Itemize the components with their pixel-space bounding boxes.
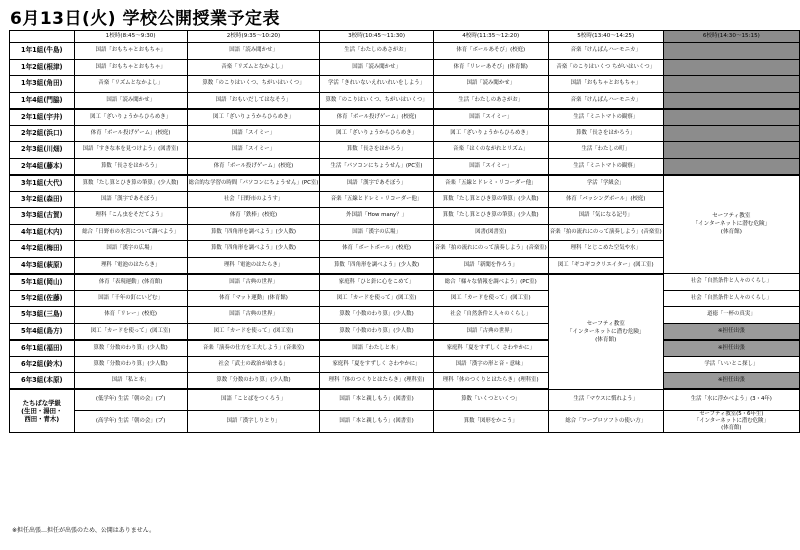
lesson-cell: 国語「読み聞かせ」 (433, 76, 548, 93)
class-name: 3年2組(森田) (10, 191, 75, 208)
lesson-cell: (高学年) 生活「朝の会」(プ) (74, 410, 187, 432)
lesson-cell: 学活「学級会」 (548, 175, 663, 192)
class-name: 6年3組(本原) (10, 373, 75, 390)
period-header: 6校時(14:30～15:15) (663, 31, 799, 43)
lesson-cell: 国語「読み聞かせ」 (74, 92, 187, 109)
lesson-cell: 体育「ボール投げゲーム」(校庭) (320, 109, 433, 126)
lesson-cell: 体育「表現運動」(体育館) (74, 274, 187, 291)
lesson-cell: 生活「ミニトマトの観察」 (548, 109, 663, 126)
lesson-cell: 体育「ボールあそび」(校庭) (433, 43, 548, 60)
table-row (10, 373, 800, 390)
page-title: 6月13日(火) 学校公開授業予定表 (10, 9, 280, 29)
no-class-cell (663, 125, 799, 142)
lesson-cell: 音楽「のこりはいくつ ちがいはいくつ」 (548, 59, 663, 76)
table-row (10, 175, 800, 192)
lesson-cell: 総合「ワープロソフトの使い方」 (548, 410, 663, 432)
lesson-cell: 体育「鉄棒」(校庭) (187, 208, 320, 225)
lesson-cell: 国語「本と親しもう」(図書室) (320, 389, 433, 410)
class-name: 3年3組(古賀) (10, 208, 75, 225)
lesson-cell: 国語「漢字であそぼう」 (320, 175, 433, 192)
lesson-cell: 国語「本と親しもう」(図書室) (320, 410, 433, 432)
table-row (10, 43, 800, 60)
footnote: ※担任出張…担任が出張のため、公開はありません。 (12, 527, 156, 534)
lesson-cell: 体育「ボール投げゲーム」(校庭) (74, 125, 187, 142)
lesson-cell: 学活「きれいないえれいれいをしよう」 (320, 76, 433, 93)
table-row (10, 125, 800, 142)
lesson-cell: 理科「電池のはたらき」 (187, 257, 320, 274)
table-row (10, 76, 800, 93)
class-name: 2年4組(藤本) (10, 158, 75, 175)
lesson-cell: 社会「自然条件と人々のくらし」 (663, 274, 799, 291)
lesson-cell: 算数「小数のわり算」(少人数) (320, 323, 433, 340)
lesson-cell: 家庭科「夏をすずしく さわやかに」 (320, 356, 433, 373)
lesson-cell: 国語「読み聞かせ」 (320, 59, 433, 76)
lesson-cell: 図書(図書室) (433, 224, 548, 241)
lesson-cell: 総合「様々な情報を調べよう」(PC室) (433, 274, 548, 291)
lesson-cell: 国語「スイミー」 (187, 125, 320, 142)
class-name: 4年1組(木内) (10, 224, 75, 241)
lesson-cell: 算数「たし算とひき算の筆算」(少人数) (433, 191, 548, 208)
lesson-cell: 総合的な学習の時間「パソコンにちょうせん」(PC室) (187, 175, 320, 192)
lesson-cell: 体育「ボール投げゲーム」(校庭) (187, 158, 320, 175)
lesson-cell: 算数「たし算とひき算の筆算」(少人数) (74, 175, 187, 192)
lesson-cell: 学活「いいとこ探し」 (663, 356, 799, 373)
lesson-cell: 国語「ことばをつくろう」 (187, 389, 320, 410)
class-name: 1年3組(角田) (10, 76, 75, 93)
lesson-cell: 社会「日野市のようす」 (187, 191, 320, 208)
lesson-cell: 国語「気になる記号」 (548, 208, 663, 225)
lesson-cell: 生活「わたしのあさがお」 (320, 43, 433, 60)
schedule-table (9, 30, 800, 433)
lesson-cell: 音楽「五線とドレミ・リコーダー他」 (320, 191, 433, 208)
lesson-cell: 国語「おもちゃとおもちゃ」 (548, 76, 663, 93)
no-class-cell (663, 142, 799, 159)
table-row (10, 142, 800, 159)
class-name: 5年1組(岡山) (10, 274, 75, 291)
lesson-cell: 生活「水に浮かべよう」(3・4年) (663, 389, 799, 410)
lesson-cell: 体育「ボートボール」(校庭) (320, 241, 433, 258)
lesson-cell: 家庭科「ひと針に心をこめて」 (320, 274, 433, 291)
lesson-cell: 体育「リレー」(校庭) (74, 307, 187, 324)
class-name: 1年1組(牛島) (10, 43, 75, 60)
lesson-cell: 音楽「演奏の仕方を工夫しよう」(音楽室) (187, 340, 320, 357)
lesson-cell: 図工「ざいりょうからひらめき」 (74, 109, 187, 126)
period-header: 4校時(11:35～12:20) (433, 31, 548, 43)
teacher-absent-cell: ※担任出張 (663, 340, 799, 357)
lesson-cell: 音楽「リズムとなかよし」 (74, 76, 187, 93)
class-name: 3年1組(大代) (10, 175, 75, 192)
lesson-cell: 音楽「けんばんハーモニカ」 (548, 92, 663, 109)
lesson-cell: 国語「古典の世界」 (433, 323, 548, 340)
table-row (10, 109, 800, 126)
lesson-cell: 算数「分数のわり算」(少人数) (74, 340, 187, 357)
class-name: 5年3組(三島) (10, 307, 75, 324)
lesson-cell: 社会「自然条件と人々のくらし」 (433, 307, 548, 324)
lesson-cell: 音楽「けんばんハーモニカ」 (548, 43, 663, 60)
lesson-cell: 国語「古典の世界」 (187, 307, 320, 324)
lesson-cell: 図工「カードを使って」(図工室) (74, 323, 187, 340)
lesson-cell: 社会「自然条件と人々のくらし」 (663, 290, 799, 307)
lesson-cell: 図工「ギコギコクリエイター」(図工室) (548, 257, 663, 274)
schedule-table-wrapper (9, 30, 800, 433)
lesson-cell: 生活「マウスに慣れよう」 (548, 389, 663, 410)
safety-class-cell: セーフティ教室 「インターネットに潜む危険」 (体育館) (548, 274, 663, 390)
lesson-cell: 算数「小数のわり算」(少人数) (320, 307, 433, 324)
table-row (10, 410, 800, 432)
lesson-cell: 図工「カードを使って」(図工室) (187, 323, 320, 340)
table-row (10, 356, 800, 373)
lesson-cell: 算数「四角形を調べよう」(少人数) (187, 224, 320, 241)
corner-cell (10, 31, 75, 43)
lesson-cell: 算数「分数のわり算」(少人数) (74, 356, 187, 373)
lesson-cell: 国語「新聞を作ろう」 (433, 257, 548, 274)
no-class-cell (663, 158, 799, 175)
lesson-cell: 図工「ざいりょうからひらめき」 (320, 125, 433, 142)
lesson-cell: 理科「電池のはたらき」 (74, 257, 187, 274)
lesson-cell: 図工「カードを使って」(図工室) (320, 290, 433, 307)
lesson-cell: 算数「四角形を調べよう」(少人数) (320, 257, 433, 274)
lesson-cell: 国語「漢字の広場」 (320, 224, 433, 241)
class-name: 5年4組(島方) (10, 323, 75, 340)
class-name: 1年4組(門脇) (10, 92, 75, 109)
period-header: 1校時(8:45～9:30) (74, 31, 187, 43)
lesson-cell: 算数「長さをはかろう」 (320, 142, 433, 159)
lesson-cell: 国語「漢字の形と音・意味」 (433, 356, 548, 373)
lesson-cell: 国語「おもいだしてはなそう」 (187, 92, 320, 109)
class-name: 2年3組(川畑) (10, 142, 75, 159)
period-header: 2校時(9:35～10:20) (187, 31, 320, 43)
no-class-cell (663, 92, 799, 109)
lesson-cell: 国語「わたしと本」 (320, 340, 433, 357)
lesson-cell: 生活「パソコンにちょうせん」(PC室) (320, 158, 433, 175)
lesson-cell: 体育「マット運動」(体育館) (187, 290, 320, 307)
no-class-cell (663, 43, 799, 60)
lesson-cell: 算数「のこりはいくつ、ちがいはいくつ」 (187, 76, 320, 93)
lesson-cell: 理科「体のつくりとはたらき」(理科室) (320, 373, 433, 390)
lesson-cell: 算数「分数のわり算」(少人数) (187, 373, 320, 390)
lesson-cell: 音楽「リズムとなかよし」 (187, 59, 320, 76)
lesson-cell: 音楽「五線とドレミ・リコーダー他」 (433, 175, 548, 192)
lesson-cell: 国語「古典の世界」 (187, 274, 320, 291)
lesson-cell: 国語「おもちゃとおもちゃ」 (74, 59, 187, 76)
class-name: 6年2組(鈴木) (10, 356, 75, 373)
table-row (10, 323, 800, 340)
class-name: 2年2組(浜口) (10, 125, 75, 142)
table-row (10, 274, 800, 291)
class-name: 4年3組(萩原) (10, 257, 75, 274)
lesson-cell: 理科「こん虫をそだてよう」 (74, 208, 187, 225)
lesson-cell: 音楽「拍の流れにのって演奏しよう」(音楽室) (433, 241, 548, 258)
lesson-cell: 図工「ざいりょうからひらめき」 (433, 125, 548, 142)
class-name: たちばな学級 (生田・湯田・ 西田・青木) (10, 389, 75, 432)
lesson-cell: 生活「わたしの町」 (548, 142, 663, 159)
table-row (10, 340, 800, 357)
lesson-cell: 算数「四角形を調べよう」(少人数) (187, 241, 320, 258)
table-row (10, 59, 800, 76)
table-row (10, 92, 800, 109)
table-row (10, 389, 800, 410)
lesson-cell: 国語「スイミー」 (187, 142, 320, 159)
lesson-cell: (低学年) 生活「朝の会」(プ) (74, 389, 187, 410)
lesson-cell: 国語「スイミー」 (433, 158, 548, 175)
class-name: 1年2組(根津) (10, 59, 75, 76)
lesson-cell: 図工「カードを使って」(図工室) (433, 290, 548, 307)
lesson-cell: 算数「長さをはかろう」 (74, 158, 187, 175)
lesson-cell: 体育「バッシングボール」(校庭) (548, 191, 663, 208)
no-class-cell (663, 76, 799, 93)
teacher-absent-cell: ※担任出張 (663, 373, 799, 390)
lesson-cell: 道徳「一杯の真実」 (663, 307, 799, 324)
no-class-cell (663, 59, 799, 76)
lesson-cell: 算数「いくつといくつ」 (433, 389, 548, 410)
lesson-cell: 国語「漢字の広場」 (74, 241, 187, 258)
table-row (10, 158, 800, 175)
lesson-cell: 国語「漢字しりとり」 (187, 410, 320, 432)
lesson-cell: 家庭科「夏をすずしく さわやかに」 (433, 340, 548, 357)
header-row (10, 31, 800, 43)
class-name: 5年2組(佐藤) (10, 290, 75, 307)
lesson-cell: 国語「スイミー」 (433, 109, 548, 126)
class-name: 6年1組(福田) (10, 340, 75, 357)
class-name: 4年2組(梅田) (10, 241, 75, 258)
table-row (10, 307, 800, 324)
class-name: 2年1組(宇井) (10, 109, 75, 126)
lesson-cell: 国語「すきな本を見つけよう」(図書室) (74, 142, 187, 159)
lesson-cell: 算数「長さをはかろう」 (548, 125, 663, 142)
schedule-body (10, 43, 800, 433)
lesson-cell: 算数「図形をかこう」 (433, 410, 548, 432)
period-header: 3校時(10:45～11:30) (320, 31, 433, 43)
lesson-cell: 生活「ミニトマトの観察」 (548, 158, 663, 175)
lesson-cell: 国語「私と本」 (74, 373, 187, 390)
lesson-cell: 外国語「How many？」 (320, 208, 433, 225)
lesson-cell: 音楽「はくのながれとリズム」 (433, 142, 548, 159)
lesson-cell: 社会「武士の政治が始まる」 (187, 356, 320, 373)
lesson-cell: 音楽「拍の流れにのって演奏しよう」(音楽室) (548, 224, 663, 241)
lesson-cell: 総合「日野市の水害について調べよう」 (74, 224, 187, 241)
lesson-cell: 算数「たし算とひき算の筆算」(少人数) (433, 208, 548, 225)
lesson-cell: 理科「体のつくりとはたらき」(理科室) (433, 373, 548, 390)
lesson-cell: 理科「とじこめた空気や水」 (548, 241, 663, 258)
safety-class-cell: セーフティ教室 「インターネットに潜む危険」 (体育館) (663, 175, 799, 274)
table-row (10, 290, 800, 307)
lesson-cell: 生活「わたしのあさがお」 (433, 92, 548, 109)
lesson-cell: 国語「おもちゃとおもちゃ」 (74, 43, 187, 60)
period-header: 5校時(13:40～14:25) (548, 31, 663, 43)
lesson-cell: 図工「ざいりょうからひらめき」 (187, 109, 320, 126)
lesson-cell: 国語「漢字であそぼう」 (74, 191, 187, 208)
lesson-cell: 体育「リレーあそび」(体育館) (433, 59, 548, 76)
lesson-cell: 国語「千年の釘にいどむ」 (74, 290, 187, 307)
lesson-cell: 国語「読み聞かせ」 (187, 43, 320, 60)
lesson-cell: セーフティ教室(5・6年生) 「インターネットに潜む危険」 (体育館) (663, 410, 799, 432)
lesson-cell: 算数「のこりはいくつ、ちがいはいくつ」 (320, 92, 433, 109)
no-class-cell (663, 109, 799, 126)
teacher-absent-cell: ※担任出張 (663, 323, 799, 340)
